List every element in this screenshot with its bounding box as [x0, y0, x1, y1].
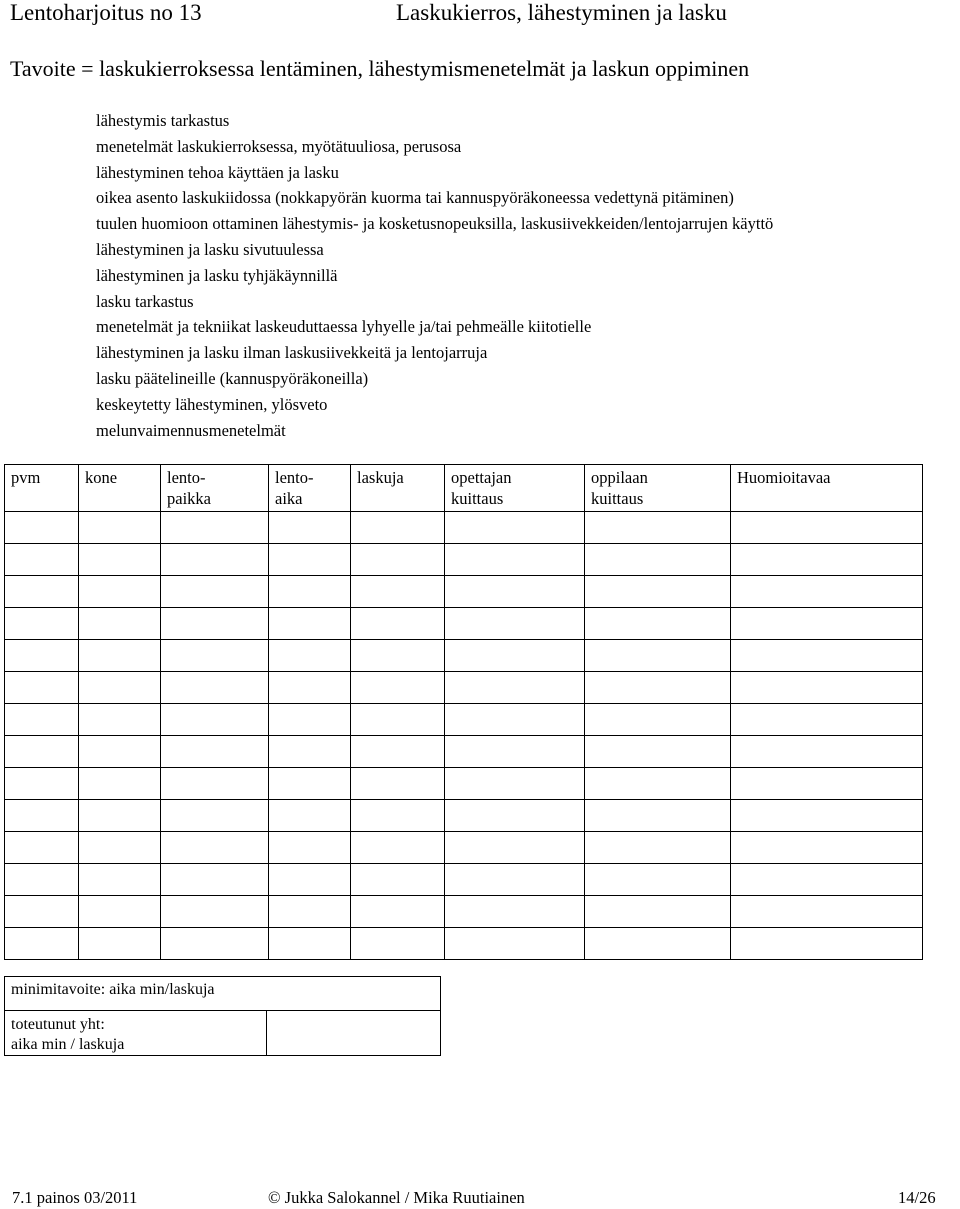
table-cell[interactable] — [351, 544, 445, 576]
table-cell[interactable] — [5, 512, 79, 544]
table-cell[interactable] — [161, 608, 269, 640]
table-cell[interactable] — [445, 576, 585, 608]
table-cell[interactable] — [161, 640, 269, 672]
table-cell[interactable] — [79, 640, 161, 672]
table-cell[interactable] — [79, 896, 161, 928]
document-header-right: Laskukierros, lähestyminen ja lasku — [396, 0, 727, 25]
table-row — [5, 864, 923, 896]
table-cell[interactable] — [161, 864, 269, 896]
topic-item: lähestyminen ja lasku ilman laskusiivekkeitä ja lentojarruja — [96, 343, 488, 363]
footer-page-number: 14/26 — [898, 1188, 936, 1207]
table-cell[interactable] — [351, 928, 445, 960]
realized-total-unit: aika min / laskuja — [11, 1036, 125, 1053]
realized-total-cell — [5, 1011, 267, 1056]
topic-item: oikea asento laskukiidossa (nokkapyörän kuorma tai kannuspyöräkoneessa vedettynä pitäminen) — [96, 188, 734, 208]
table-cell[interactable] — [269, 800, 351, 832]
table-cell[interactable] — [161, 896, 269, 928]
table-cell[interactable] — [79, 672, 161, 704]
table-cell[interactable] — [79, 864, 161, 896]
flight-log-table — [4, 464, 923, 960]
footer-copyright: © Jukka Salokannel / Mika Ruutiainen — [268, 1188, 525, 1207]
table-cell[interactable] — [731, 544, 923, 576]
table-cell[interactable] — [269, 704, 351, 736]
table-cell[interactable] — [351, 576, 445, 608]
table-cell[interactable] — [731, 928, 923, 960]
table-row — [5, 544, 923, 576]
table-cell[interactable] — [5, 704, 79, 736]
table-row — [5, 800, 923, 832]
table-cell[interactable] — [731, 768, 923, 800]
table-cell[interactable] — [731, 864, 923, 896]
table-cell[interactable] — [445, 832, 585, 864]
table-cell[interactable] — [445, 864, 585, 896]
table-cell[interactable] — [585, 864, 731, 896]
table-cell[interactable] — [351, 896, 445, 928]
table-cell[interactable] — [731, 672, 923, 704]
topic-item: lähestyminen ja lasku sivutuulessa — [96, 239, 324, 259]
realized-total-value-cell[interactable] — [267, 1011, 441, 1056]
table-row — [5, 672, 923, 704]
table-cell[interactable] — [445, 672, 585, 704]
table-cell[interactable] — [269, 608, 351, 640]
table-cell[interactable] — [351, 512, 445, 544]
table-cell[interactable] — [731, 512, 923, 544]
table-cell[interactable] — [585, 704, 731, 736]
table-row — [5, 928, 923, 960]
table-cell[interactable] — [269, 736, 351, 768]
column-header: pvm — [5, 465, 79, 512]
topic-item: keskeytetty lähestyminen, ylösveto — [96, 394, 328, 414]
table-cell[interactable] — [731, 896, 923, 928]
topic-item: melunvaimennusmenetelmät — [96, 420, 286, 440]
table-cell[interactable] — [445, 608, 585, 640]
table-cell[interactable] — [161, 736, 269, 768]
document-header-left: Lentoharjoitus no 13 — [10, 0, 202, 25]
topic-item: menetelmät ja tekniikat laskeuduttaessa lyhyelle ja/tai pehmeälle kiitotielle — [96, 317, 592, 337]
table-cell[interactable] — [161, 576, 269, 608]
table-row — [5, 512, 923, 544]
table-cell[interactable] — [585, 544, 731, 576]
table-cell[interactable] — [445, 800, 585, 832]
table-cell[interactable] — [269, 672, 351, 704]
topic-item: lähestyminen ja lasku tyhjäkäynnillä — [96, 265, 338, 285]
topic-item: tuulen huomioon ottaminen lähestymis- ja kosketusnopeuksilla, laskusiivekkeiden/lentojarrujen käyttö — [96, 214, 774, 234]
table-cell[interactable] — [79, 512, 161, 544]
table-cell[interactable] — [585, 800, 731, 832]
column-header: lento- aika — [269, 465, 351, 512]
table-cell[interactable] — [79, 832, 161, 864]
table-cell[interactable] — [161, 544, 269, 576]
table-cell[interactable] — [161, 832, 269, 864]
table-cell[interactable] — [269, 832, 351, 864]
table-cell[interactable] — [79, 768, 161, 800]
table-cell[interactable] — [161, 512, 269, 544]
table-cell[interactable] — [585, 672, 731, 704]
column-header: opettajan kuittaus — [445, 465, 585, 512]
table-cell[interactable] — [731, 640, 923, 672]
table-cell[interactable] — [445, 736, 585, 768]
topic-item: lasku tarkastus — [96, 291, 194, 311]
table-cell[interactable] — [351, 608, 445, 640]
table-cell[interactable] — [269, 864, 351, 896]
table-cell[interactable] — [585, 928, 731, 960]
summary-table — [4, 976, 441, 1056]
table-cell[interactable] — [585, 832, 731, 864]
table-cell[interactable] — [5, 832, 79, 864]
table-cell[interactable] — [161, 800, 269, 832]
topic-item: menetelmät laskukierroksessa, myötätuuliosa, perusosa — [96, 136, 462, 156]
table-cell[interactable] — [161, 928, 269, 960]
table-row — [5, 768, 923, 800]
topic-item: lähestymis tarkastus — [96, 111, 230, 130]
table-row — [5, 736, 923, 768]
column-header: kone — [79, 465, 161, 512]
table-row — [5, 896, 923, 928]
table-header-row — [5, 465, 923, 512]
table-cell[interactable] — [731, 608, 923, 640]
table-cell[interactable] — [445, 928, 585, 960]
table-row — [5, 832, 923, 864]
table-cell[interactable] — [161, 768, 269, 800]
table-cell[interactable] — [269, 576, 351, 608]
table-cell[interactable] — [445, 768, 585, 800]
table-row — [5, 576, 923, 608]
table-cell[interactable] — [585, 640, 731, 672]
table-cell[interactable] — [5, 928, 79, 960]
table-cell[interactable] — [445, 512, 585, 544]
table-cell[interactable] — [269, 768, 351, 800]
table-cell[interactable] — [79, 736, 161, 768]
table-cell[interactable] — [269, 544, 351, 576]
table-cell[interactable] — [585, 608, 731, 640]
table-row — [5, 704, 923, 736]
table-cell[interactable] — [351, 736, 445, 768]
table-cell[interactable] — [5, 800, 79, 832]
column-header: Huomioitavaa — [731, 465, 923, 512]
table-cell[interactable] — [585, 512, 731, 544]
table-cell[interactable] — [79, 704, 161, 736]
table-cell[interactable] — [731, 800, 923, 832]
table-cell[interactable] — [5, 736, 79, 768]
table-cell[interactable] — [731, 576, 923, 608]
table-cell[interactable] — [445, 544, 585, 576]
table-row — [5, 608, 923, 640]
exercise-goal: Tavoite = laskukierroksessa lentäminen, lähestymismenetelmät ja laskun oppiminen — [10, 56, 750, 81]
table-cell[interactable] — [5, 608, 79, 640]
topic-item: lasku päätelineille (kannuspyöräkoneilla) — [96, 368, 369, 388]
table-cell[interactable] — [5, 640, 79, 672]
topic-list — [96, 108, 773, 443]
topic-item: lähestyminen tehoa käyttäen ja lasku — [96, 162, 339, 182]
table-cell[interactable] — [5, 544, 79, 576]
table-cell[interactable] — [269, 512, 351, 544]
table-cell[interactable] — [79, 608, 161, 640]
table-cell[interactable] — [5, 672, 79, 704]
table-cell[interactable] — [351, 768, 445, 800]
table-cell[interactable] — [445, 704, 585, 736]
table-cell[interactable] — [79, 800, 161, 832]
table-cell[interactable] — [731, 736, 923, 768]
table-cell[interactable] — [161, 672, 269, 704]
realized-total-label: toteutunut yht: — [11, 1016, 105, 1033]
table-cell[interactable] — [445, 896, 585, 928]
table-cell[interactable] — [269, 896, 351, 928]
table-cell[interactable] — [5, 896, 79, 928]
table-cell[interactable] — [585, 896, 731, 928]
table-cell[interactable] — [5, 576, 79, 608]
table-row — [5, 640, 923, 672]
table-cell[interactable] — [79, 544, 161, 576]
table-cell[interactable] — [351, 640, 445, 672]
column-header: laskuja — [351, 465, 445, 512]
table-cell[interactable] — [269, 928, 351, 960]
minimum-target-label: minimitavoite: aika min/laskuja — [11, 981, 215, 998]
column-header: oppilaan kuittaus — [585, 465, 731, 512]
footer-edition: 7.1 painos 03/2011 — [12, 1188, 138, 1207]
table-cell[interactable] — [161, 704, 269, 736]
table-cell[interactable] — [351, 672, 445, 704]
table-cell[interactable] — [585, 576, 731, 608]
table-cell[interactable] — [351, 832, 445, 864]
table-cell[interactable] — [445, 640, 585, 672]
table-cell[interactable] — [5, 864, 79, 896]
minimum-target-cell — [5, 977, 441, 1011]
table-cell[interactable] — [351, 864, 445, 896]
table-cell[interactable] — [79, 576, 161, 608]
column-header: lento- paikka — [161, 465, 269, 512]
table-cell[interactable] — [585, 768, 731, 800]
table-cell[interactable] — [351, 704, 445, 736]
table-cell[interactable] — [731, 704, 923, 736]
table-cell[interactable] — [5, 768, 79, 800]
table-cell[interactable] — [269, 640, 351, 672]
table-cell[interactable] — [731, 832, 923, 864]
table-cell[interactable] — [351, 800, 445, 832]
table-cell[interactable] — [585, 736, 731, 768]
table-cell[interactable] — [79, 928, 161, 960]
